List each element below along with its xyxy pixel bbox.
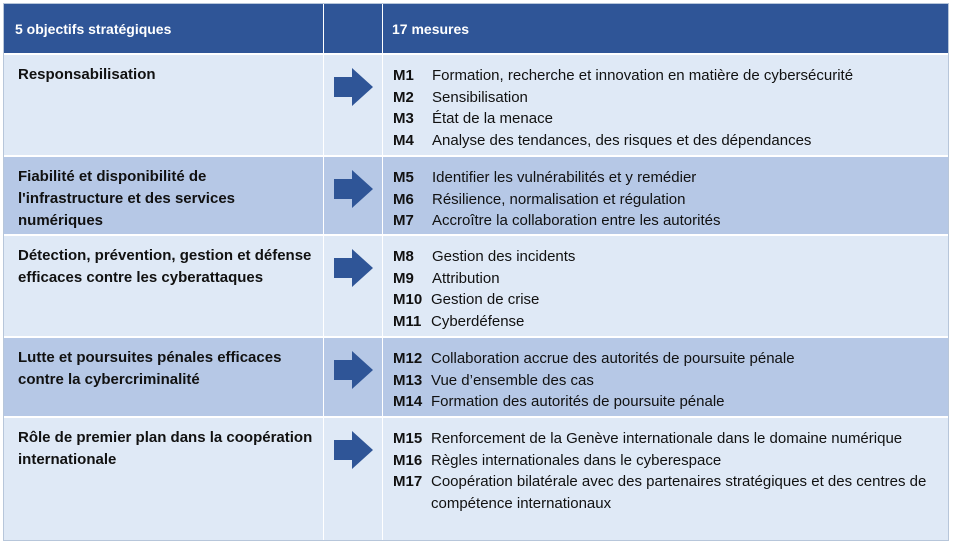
objective-cell [4,236,324,336]
measures-list [393,428,941,514]
measure-code: M6 [393,190,414,208]
objective-label: Responsabilisation [18,66,156,83]
measure-code: M15 [393,430,423,447]
measure-text: Coopération bilatérale avec des partenaires stratégiques et des centres de compétence internationaux [431,473,927,512]
objective-label: Fiabilité et disponibilité de l'infrastructure et des services numériques [18,168,236,229]
measure-text: Règles internationales dans le cyberespace [431,451,722,469]
measure-item [393,210,941,232]
measure-text: Gestion des incidents [432,248,576,265]
measure-text: Attribution [432,269,500,287]
measures-cell [383,157,948,234]
measure-code: M14 [393,393,423,410]
measure-item [393,428,941,450]
measure-item [393,108,941,130]
measure-code: M9 [393,269,414,287]
table-row [4,155,948,234]
objective-cell [4,418,324,541]
measure-item [393,189,941,211]
measure-code: M16 [393,451,423,469]
arrow-right-icon [334,430,374,470]
measure-text: Accroître la collaboration entre les autorités [432,212,721,229]
strategy-table [3,3,949,541]
measure-code: M13 [393,371,423,389]
measure-code: M8 [393,248,414,265]
measure-text: Gestion de crise [431,291,540,308]
measures-cell [383,236,948,336]
table-header [4,4,948,53]
measure-text: Formation, recherche et innovation en matière de cybersécurité [432,67,854,84]
measure-item [393,370,941,392]
objective-label: Détection, prévention, gestion et défense efficaces contre les cyberattaques [18,247,312,286]
measures-cell [383,418,948,541]
measures-list [393,167,941,232]
measure-text: Sensibilisation [432,88,528,106]
header-objectives-label: 5 objectifs stratégiques [15,21,172,37]
measure-code: M3 [393,110,414,127]
measure-code: M10 [393,291,423,308]
measure-text: Vue d’ensemble des cas [431,371,594,389]
header-objectives-cell [4,4,324,53]
measure-text: Cyberdéfense [431,312,525,330]
objective-label: Rôle de premier plan dans la coopération internationale [18,429,313,468]
arrow-right-icon [334,169,374,209]
objective-cell [4,55,324,155]
measure-code: M4 [393,131,414,149]
table-row [4,336,948,416]
header-measures-label: 17 mesures [392,21,470,37]
measure-item [393,246,941,268]
measure-text: État de la menace [432,110,553,127]
table-row [4,416,948,541]
measure-text: Formation des autorités de poursuite pénale [431,393,725,410]
measure-code: M12 [393,350,423,367]
arrow-cell [324,55,383,155]
measures-cell [383,338,948,416]
measure-item [393,87,941,109]
objective-cell [4,157,324,234]
measure-text: Résilience, normalisation et régulation [432,190,686,208]
measure-item [393,311,941,333]
measure-code: M17 [393,473,423,490]
measure-item [393,450,941,472]
measure-item [393,167,941,189]
measures-list [393,65,941,151]
measure-code: M1 [393,67,414,84]
measures-cell [383,55,948,155]
measures-list [393,348,941,413]
table-row [4,234,948,336]
measure-item [393,130,941,152]
header-arrow-cell [324,4,383,53]
measure-text: Collaboration accrue des autorités de poursuite pénale [431,350,795,367]
measure-item [393,268,941,290]
arrow-cell [324,418,383,541]
arrow-cell [324,157,383,234]
header-measures-cell [383,4,948,53]
measure-item [393,289,941,311]
measure-text: Analyse des tendances, des risques et des dépendances [432,131,812,149]
measure-code: M2 [393,88,414,106]
arrow-cell [324,338,383,416]
measures-list [393,246,941,332]
measure-item [393,471,941,514]
arrow-right-icon [334,67,374,107]
measure-text: Renforcement de la Genève internationale dans le domaine numérique [431,430,903,447]
table-row [4,53,948,155]
measure-code: M5 [393,169,414,186]
objective-cell [4,338,324,416]
arrow-right-icon [334,248,374,288]
arrow-cell [324,236,383,336]
objective-label: Lutte et poursuites pénales efficaces contre la cybercriminalité [18,349,282,388]
measure-item [393,348,941,370]
measure-item [393,65,941,87]
measure-item [393,391,941,413]
measure-text: Identifier les vulnérabilités et y remédier [432,169,697,186]
measure-code: M11 [393,312,422,330]
arrow-right-icon [334,350,374,390]
measure-code: M7 [393,212,414,229]
